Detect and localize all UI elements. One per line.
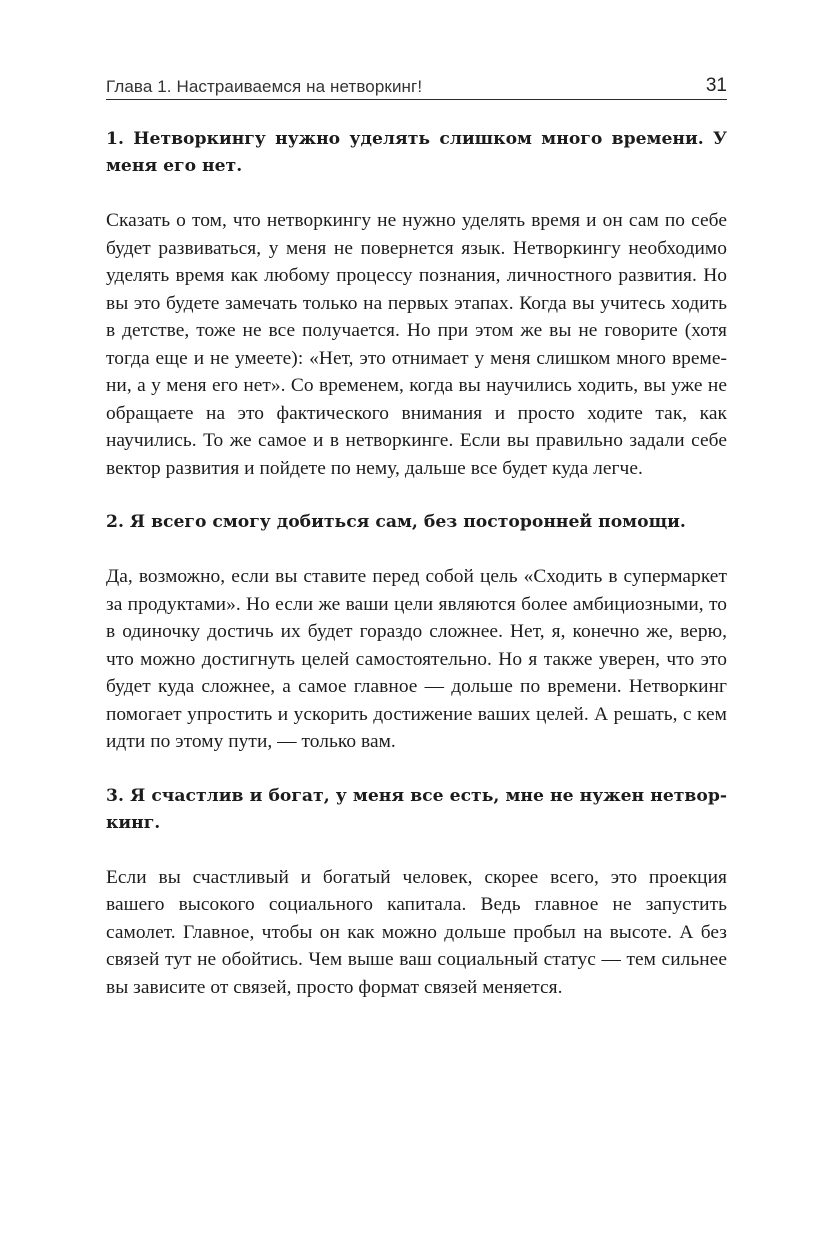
section-paragraph-3: Если вы счастливый и богатый человек, скорее всего, это проекция вашего высокого социального капитала. Ведь главное не запустить самолет. Главное, чтобы он как можно дольше пробыл на высоте. А без связей тут не обойтись. Чем выше ваш социальный статус — тем сильнее вы зависите от связей, просто формат связей меняется. (106, 866, 727, 998)
section-heading-3: 3. Я счастлив и богат, у меня все есть, мне не нужен нетворкинг. (106, 785, 727, 833)
book-page (106, 70, 727, 1001)
section-paragraph-2: Да, возможно, если вы ставите перед собой цель «Сходить в супермаркет за продуктами». Но если же ваши цели являются более амбициозными, то в одиночку достичь их будет гораздо сложнее. Нет, я, конечно же, верю, что можно достигнуть целей самостоятельно. Но я также уверен, что это будет куда сложнее, а самое главное — дольше по времени. Нетворкинг помогает упростить и ускорить достижение ваших целей. А решать, с кем идти по этому пути, — только вам. (106, 566, 727, 752)
section-paragraph-1: Сказать о том, что нетворкингу не нужно уделять время и он сам по себе будет развиваться, у меня не повернется язык. Нетворкингу необходимо уделять время как любому процессу познания, личностного развития. Но вы это будете замечать только на первых этапах. Когда вы учитесь ходить в детстве, тоже не все получается. Но при этом же вы не говорите (хотя тогда еще и не умеете): «Нет, это отнимает у меня слишком много времени, а у меня его нет». Со временем, когда вы научились ходить, вы уже не обращаете на это фактического внимания и просто ходите так, как научились. То же самое и в нетворкинге. Если вы правильно задали себе вектор развития и пойдете по нему, дальше все будет куда легче. (106, 210, 727, 479)
section-heading-2: 2. Я всего смогу добиться сам, без посторонней помощи. (106, 512, 686, 532)
page-number: 31 (705, 75, 727, 96)
section-heading-1: 1. Нетворкингу нужно уделять слишком много времени. У меня его нет. (106, 129, 727, 176)
page-content (106, 126, 727, 1001)
running-header (106, 70, 727, 100)
chapter-title: Глава 1. Настраиваемся на нетворкинг! (106, 77, 423, 96)
